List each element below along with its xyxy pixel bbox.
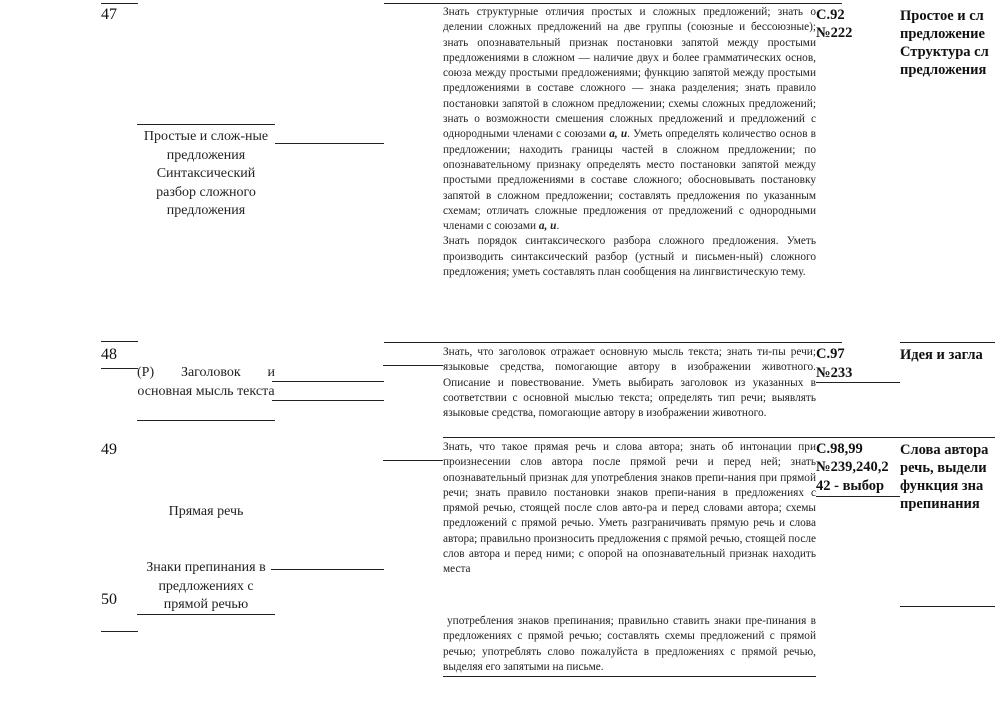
rule-line — [272, 381, 384, 382]
rule-line — [137, 124, 275, 125]
lesson-topic: Знаки препинания в предложениях с прямой речью — [146, 560, 266, 612]
rule-line — [383, 460, 443, 461]
description-paragraph: Знать порядок синтаксического разбора сложного предложения. Уметь производить синтаксический разбор (устный и письмен-ный) сложного предложения; уметь составлять план сообщения на лингвистическую тему. — [443, 235, 816, 279]
rule-line — [816, 496, 900, 497]
description-text: . — [556, 220, 560, 233]
exercise-ref: №239,240,2 — [816, 459, 889, 475]
rule-line — [101, 3, 138, 4]
rule-line — [101, 631, 138, 632]
rule-line — [443, 437, 816, 438]
emphasis-conjunctions: а, и — [609, 128, 628, 141]
exercise-selection-ref: 42 - выбор — [816, 478, 885, 494]
rule-line — [384, 3, 842, 4]
rule-line — [137, 420, 275, 421]
rule-line — [816, 437, 900, 438]
lesson-topic: Прямая речь — [168, 504, 244, 519]
rule-line — [443, 676, 816, 677]
description-text: . Уметь определять количество основ в предложении; находить границы частей в сложном предложении; по опознавательному признаку определять место постановки запятой между простыми предложениями в составе сложного; обосновывать постановку запятой в сложном предложении; составлять предложения по указанным схемам; отличать сложные предложения от предложений с однородными членами с союзами — [443, 128, 816, 233]
exercise-ref: №222 — [816, 25, 853, 41]
description-text: Знать структурные отличия простых и сложных предложений; знать о делении сложных предложений на две группы (союзные и бессоюзные); знать опознавательный признак постановки запятой между простыми предложениями в сложном — наличие двух и более грамматических основ, союза между простыми предложениями; функцию запятой между простыми предложениями в составе сложного — знака разделения; знать правило постановки запятой в сложном предложении; схемы сложных предложений; знать о возможности смешения сложных предложений и предложений с однородными членами с союзами — [443, 6, 816, 141]
section-title: Идея и загла — [900, 347, 983, 363]
rule-line — [900, 342, 995, 343]
lesson-description — [443, 5, 816, 280]
exercise-ref: №233 — [816, 365, 853, 381]
rule-line — [272, 400, 384, 401]
lesson-description: Знать, что такое прямая речь и слова автора; знать об интонации при произнесении слов автора после прямой речи и перед ней; знать опознавательный признак для употребления знаков препи-нания при прямой речи; знать правило постановки знаков препи-нания в предложениях с прямой речью, стоящей после слов авто-ра и перед словами автора; схемы предложений с прямой речью. Уметь разграничивать прямую речь и слова автора; правильно произносить предложения с прямой речью, стоящей после слов автора и перед ними; с опорой на опознавательный признак находить места — [443, 441, 816, 576]
rule-line — [275, 143, 384, 144]
description-paragraph — [443, 5, 816, 234]
rule-line — [384, 342, 842, 343]
textbook-page-ref: С.92 — [816, 7, 845, 23]
rule-line — [101, 368, 138, 369]
rule-line — [101, 341, 138, 342]
rule-line — [900, 437, 995, 438]
rule-line — [900, 606, 995, 607]
textbook-page-ref: С.97 — [816, 346, 845, 362]
emphasis-conjunctions: а, и — [538, 220, 557, 233]
section-title: Простое и сл предложение Структура сл предложения — [900, 8, 989, 78]
lesson-description: Знать, что заголовок отражает основную мысль текста; знать ти-пы речи; языковые средства, помогающие автору в изображении животного. Описание и повествование. Уметь выбирать заголовок из указанных в соответствии с основной мыслью текста; определять тип речи; выявлять языковые средства, помогающие автору в изображении животного. — [443, 346, 816, 420]
textbook-page-ref: С.98,99 — [816, 441, 863, 457]
description-text: употребления знаков препинания; правильно ставить знаки пре-пинания в предложениях с прямой речью; составлять схемы предложений с прямой речью; употреблять слово пожалуйста в предложениях с прямой речью, выделяя его запятыми на письме. — [443, 615, 816, 673]
lesson-number: 49 — [101, 441, 117, 458]
lesson-number: 48 — [101, 346, 117, 363]
lesson-topic: Простые и слож-ные предложения Синтаксический разбор сложного предложения — [143, 129, 269, 218]
lesson-description — [443, 614, 816, 675]
rule-line — [271, 569, 384, 570]
lesson-topic: (Р) Заголовок и основная мысль текста — [137, 365, 275, 399]
lesson-number: 50 — [101, 591, 117, 608]
rule-line — [383, 365, 443, 366]
lesson-number: 47 — [101, 6, 117, 23]
section-title: Слова автора речь, выдели функция зна препинания — [900, 442, 989, 512]
